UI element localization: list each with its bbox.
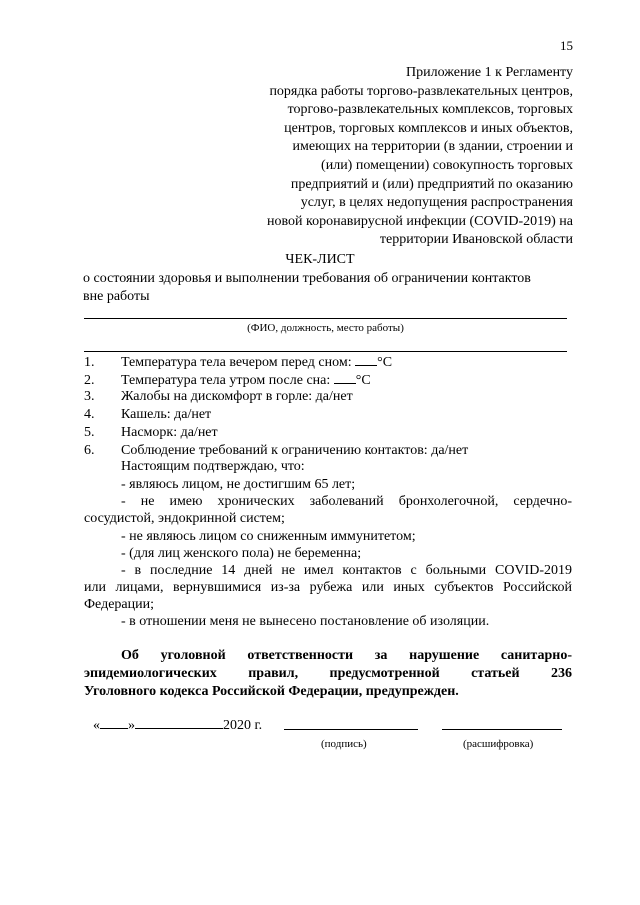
confirm-item: - не имею хронических заболеваний бронхолегочной, сердечно- — [121, 494, 572, 509]
item-number: 3. — [84, 389, 95, 404]
document-title: ЧЕК-ЛИСТ — [285, 252, 355, 267]
item-number: 1. — [84, 355, 95, 370]
fio-input-line[interactable] — [84, 318, 567, 319]
year-label: 2020 г. — [223, 718, 263, 733]
item-number: 5. — [84, 425, 95, 440]
quote-close: » — [128, 718, 135, 733]
item-text: Соблюдение требований к ограничению контактов: да/нет — [121, 443, 469, 458]
month-blank[interactable] — [135, 716, 223, 729]
appendix-line: Приложение 1 к Регламенту — [406, 65, 573, 80]
item-text: Насморк: да/нет — [121, 425, 218, 440]
confirm-item-continuation: Федерации; — [84, 597, 155, 612]
signature-blank[interactable] — [284, 729, 418, 730]
item-number: 2. — [84, 373, 95, 388]
checklist-item — [84, 371, 574, 389]
decoding-blank[interactable] — [442, 729, 562, 730]
criminal-liability-warning — [84, 647, 572, 701]
temperature-evening-blank[interactable] — [355, 353, 377, 366]
item-text: Температура тела вечером перед сном: — [121, 355, 352, 370]
checklist-item — [84, 353, 574, 371]
appendix-line: предприятий и (или) предприятий по оказанию — [290, 176, 573, 192]
item-unit: °С — [377, 355, 393, 370]
confirm-item: - (для лиц женского пола) не беременна; — [121, 546, 362, 561]
confirm-item: - в последние 14 дней не имел контактов с больными COVID-2019 — [121, 563, 572, 578]
day-blank[interactable] — [100, 716, 128, 729]
checklist-item — [84, 389, 574, 405]
item-number: 6. — [84, 443, 95, 458]
confirm-item-continuation: сосудистой, эндокринной систем; — [84, 511, 285, 526]
appendix-line: центров, торговых комплексов и иных объектов, — [284, 120, 573, 136]
appendix-line: новой коронавирусной инфекции (COVID-2019) на — [267, 213, 573, 229]
checklist-item — [84, 425, 574, 441]
appendix-line: порядка работы торгово-развлекательных центров, — [269, 83, 573, 99]
page-number: 15 — [560, 38, 573, 53]
item-text: Жалобы на дискомфорт в горле: да/нет — [121, 389, 353, 404]
appendix-line: торгово-развлекательных комплексов, торговых — [287, 102, 573, 118]
confirm-item: - не являюсь лицом со сниженным иммунитетом; — [121, 529, 416, 544]
subtitle-line: о состоянии здоровья и выполнении требования об ограничении контактов — [83, 271, 531, 286]
subtitle-line: вне работы — [83, 288, 150, 304]
appendix-line: имеющих на территории (в здании, строении и — [292, 139, 573, 155]
checklist-item — [84, 407, 574, 423]
appendix-line: (или) помещении) совокупность торговых — [321, 157, 573, 173]
signature-caption: (подпись) — [321, 738, 367, 750]
date-line — [93, 716, 262, 734]
warning-line: эпидемиологических правил, предусмотренной статьей 236 — [84, 666, 572, 681]
item-text: Кашель: да/нет — [121, 407, 212, 422]
appendix-header — [228, 64, 573, 250]
document-subtitle — [83, 270, 583, 305]
fio-caption: (ФИО, должность, место работы) — [247, 322, 404, 334]
warning-line: Уголовного кодекса Российской Федерации, предупрежден. — [84, 684, 459, 699]
appendix-line: услуг, в целях недопущения распространения — [300, 195, 573, 211]
checklist-item — [84, 443, 574, 459]
warning-line: Об уголовной ответственности за нарушение санитарно- — [121, 648, 572, 663]
confirm-item: - являюсь лицом, не достигшим 65 лет; — [121, 477, 356, 492]
item-number: 4. — [84, 407, 95, 422]
item-text: Температура тела утром после сна: — [121, 373, 331, 388]
appendix-line: территории Ивановской области — [379, 232, 573, 248]
confirm-intro: Настоящим подтверждаю, что: — [121, 459, 305, 474]
confirm-item-continuation: или лицами, вернувшимися из-за рубежа или иных субъектов Российской — [84, 580, 572, 595]
confirm-item: - в отношении меня не вынесено постановление об изоляции. — [121, 614, 490, 629]
temperature-morning-blank[interactable] — [334, 371, 356, 384]
decoding-caption: (расшифровка) — [463, 738, 534, 750]
quote-open: « — [93, 718, 100, 733]
item-unit: °С — [355, 373, 371, 388]
fio-second-line[interactable] — [84, 351, 567, 352]
